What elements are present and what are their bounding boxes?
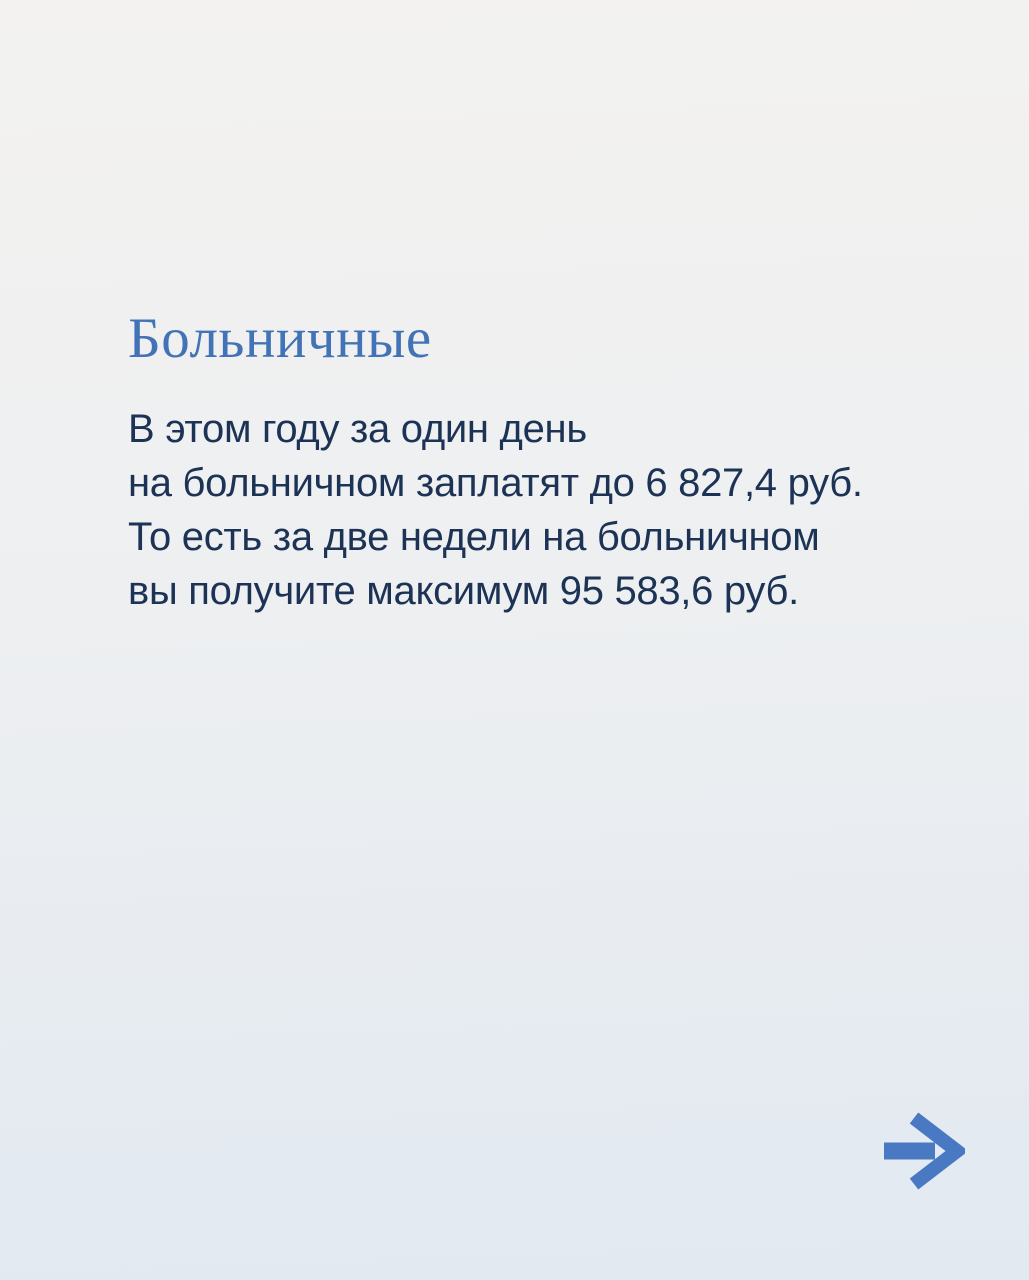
card-paragraph <box>128 402 863 618</box>
card-title: Больничные <box>128 307 432 370</box>
paragraph-line: вы получите максимум 95 583,6 руб. <box>128 569 799 613</box>
next-slide-button[interactable] <box>879 1110 965 1192</box>
paragraph-line: В этом году за один день <box>128 407 587 451</box>
arrow-right-icon <box>879 1110 965 1192</box>
paragraph-line: То есть за две недели на больничном <box>128 515 820 559</box>
paragraph-line: на больничном заплатят до 6 827,4 руб. <box>128 461 863 505</box>
